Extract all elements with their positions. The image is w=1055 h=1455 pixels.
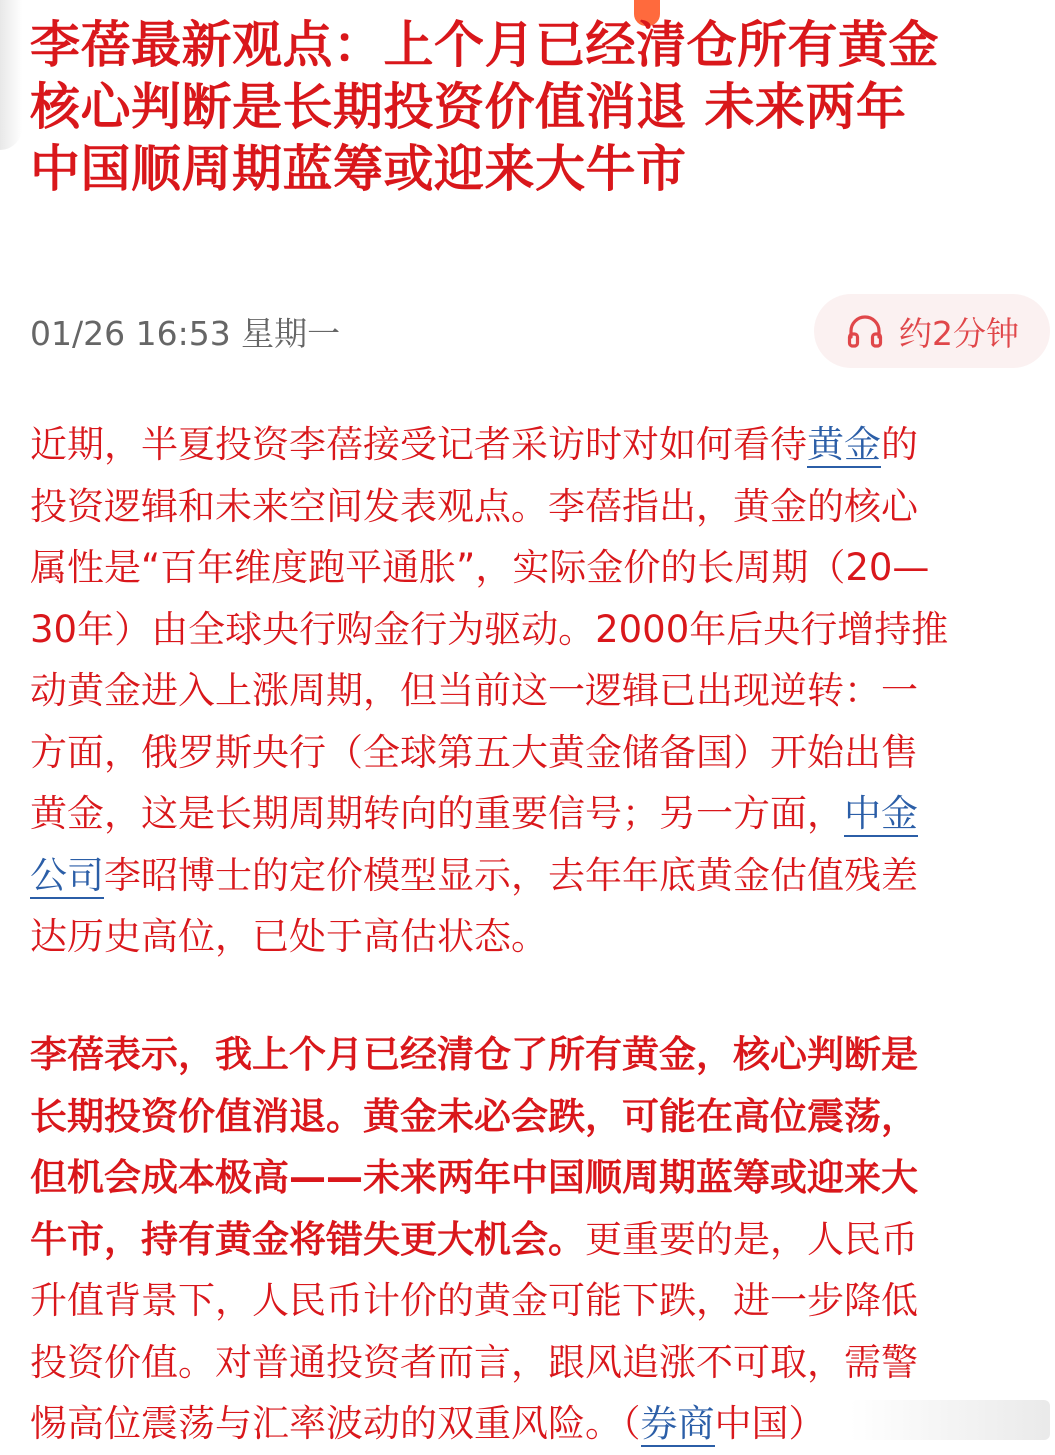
watermark-overlay <box>850 1400 1050 1440</box>
link-broker[interactable]: 券商 <box>640 1402 715 1445</box>
paragraph-line: 动黄金进入上涨周期，但当前这一逻辑已出现逆转：一 <box>30 669 918 712</box>
listen-duration: 约2分钟 <box>899 313 1019 353</box>
headline-line-1: 李蓓最新观点：上个月已经清仓所有黄金 <box>30 16 939 74</box>
text-run-bold: 牛市，持有黄金将错失更大机会。 <box>30 1217 585 1261</box>
paragraph-line: 李蓓表示，我上个月已经清仓了所有黄金，核心判断是 <box>30 1033 918 1076</box>
paragraph-line: 投资价值。对普通投资者而言，跟风追涨不可取，需警 <box>30 1340 918 1384</box>
link-gold[interactable]: 黄金 <box>807 423 881 466</box>
paragraph-line: 但机会成本极高——未来两年中国顺周期蓝筹或迎来大 <box>30 1156 918 1199</box>
paragraph-line <box>30 1209 1030 1271</box>
text-run: 李昭博士的定价模型显示，去年年底黄金估值残差 <box>104 853 918 897</box>
text-run: 中国） <box>714 1402 826 1445</box>
publish-datetime: 01/26 16:53 星期一 <box>30 314 341 353</box>
link-cicc[interactable]: 中金 <box>844 792 918 835</box>
edge-shadow <box>0 0 22 150</box>
article-meta <box>30 300 1040 370</box>
paragraph-line: 属性是“百年维度跑平通胀”，实际金价的长周期（20— <box>30 546 930 589</box>
paragraph-line: 达历史高位，已处于高估状态。 <box>30 915 548 958</box>
headphones-icon <box>845 311 885 351</box>
paragraph-line <box>30 783 1030 845</box>
headline-line-3: 中国顺周期蓝筹或迎来大牛市 <box>30 140 687 198</box>
link-cicc-continued[interactable]: 公司 <box>30 853 104 897</box>
paragraph-line: 方面，俄罗斯央行（全球第五大黄金储备国）开始出售 <box>30 730 918 774</box>
paragraph-2 <box>30 1024 1030 1455</box>
text-run: 近期，半夏投资李蓓接受记者采访时对如何看待 <box>30 423 807 466</box>
text-run: 的 <box>881 423 918 466</box>
paragraph-line: 升值背景下，人民币计价的黄金可能下跌，进一步降低 <box>30 1279 918 1322</box>
headline-line-2: 核心判断是长期投资价值消退 未来两年 <box>30 78 907 136</box>
paragraph-line: 长期投资价值消退。黄金未必会跌，可能在高位震荡， <box>30 1094 918 1138</box>
listen-button[interactable] <box>814 294 1050 368</box>
paragraph-1 <box>30 414 1030 968</box>
text-run: 黄金，这是长期周期转向的重要信号；另一方面， <box>30 792 844 835</box>
paragraph-line <box>30 414 1030 476</box>
text-run: 更重要的是，人民币 <box>585 1217 918 1261</box>
text-run: 惕高位震荡与汇率波动的双重风险。（ <box>30 1402 641 1445</box>
paragraph-line <box>30 845 1030 907</box>
paragraph-line: 投资逻辑和未来空间发表观点。李蓓指出，黄金的核心 <box>30 484 918 528</box>
paragraph-line: 30年）由全球央行购金行为驱动。2000年后央行增持推 <box>30 607 949 651</box>
article-headline <box>30 14 1050 200</box>
